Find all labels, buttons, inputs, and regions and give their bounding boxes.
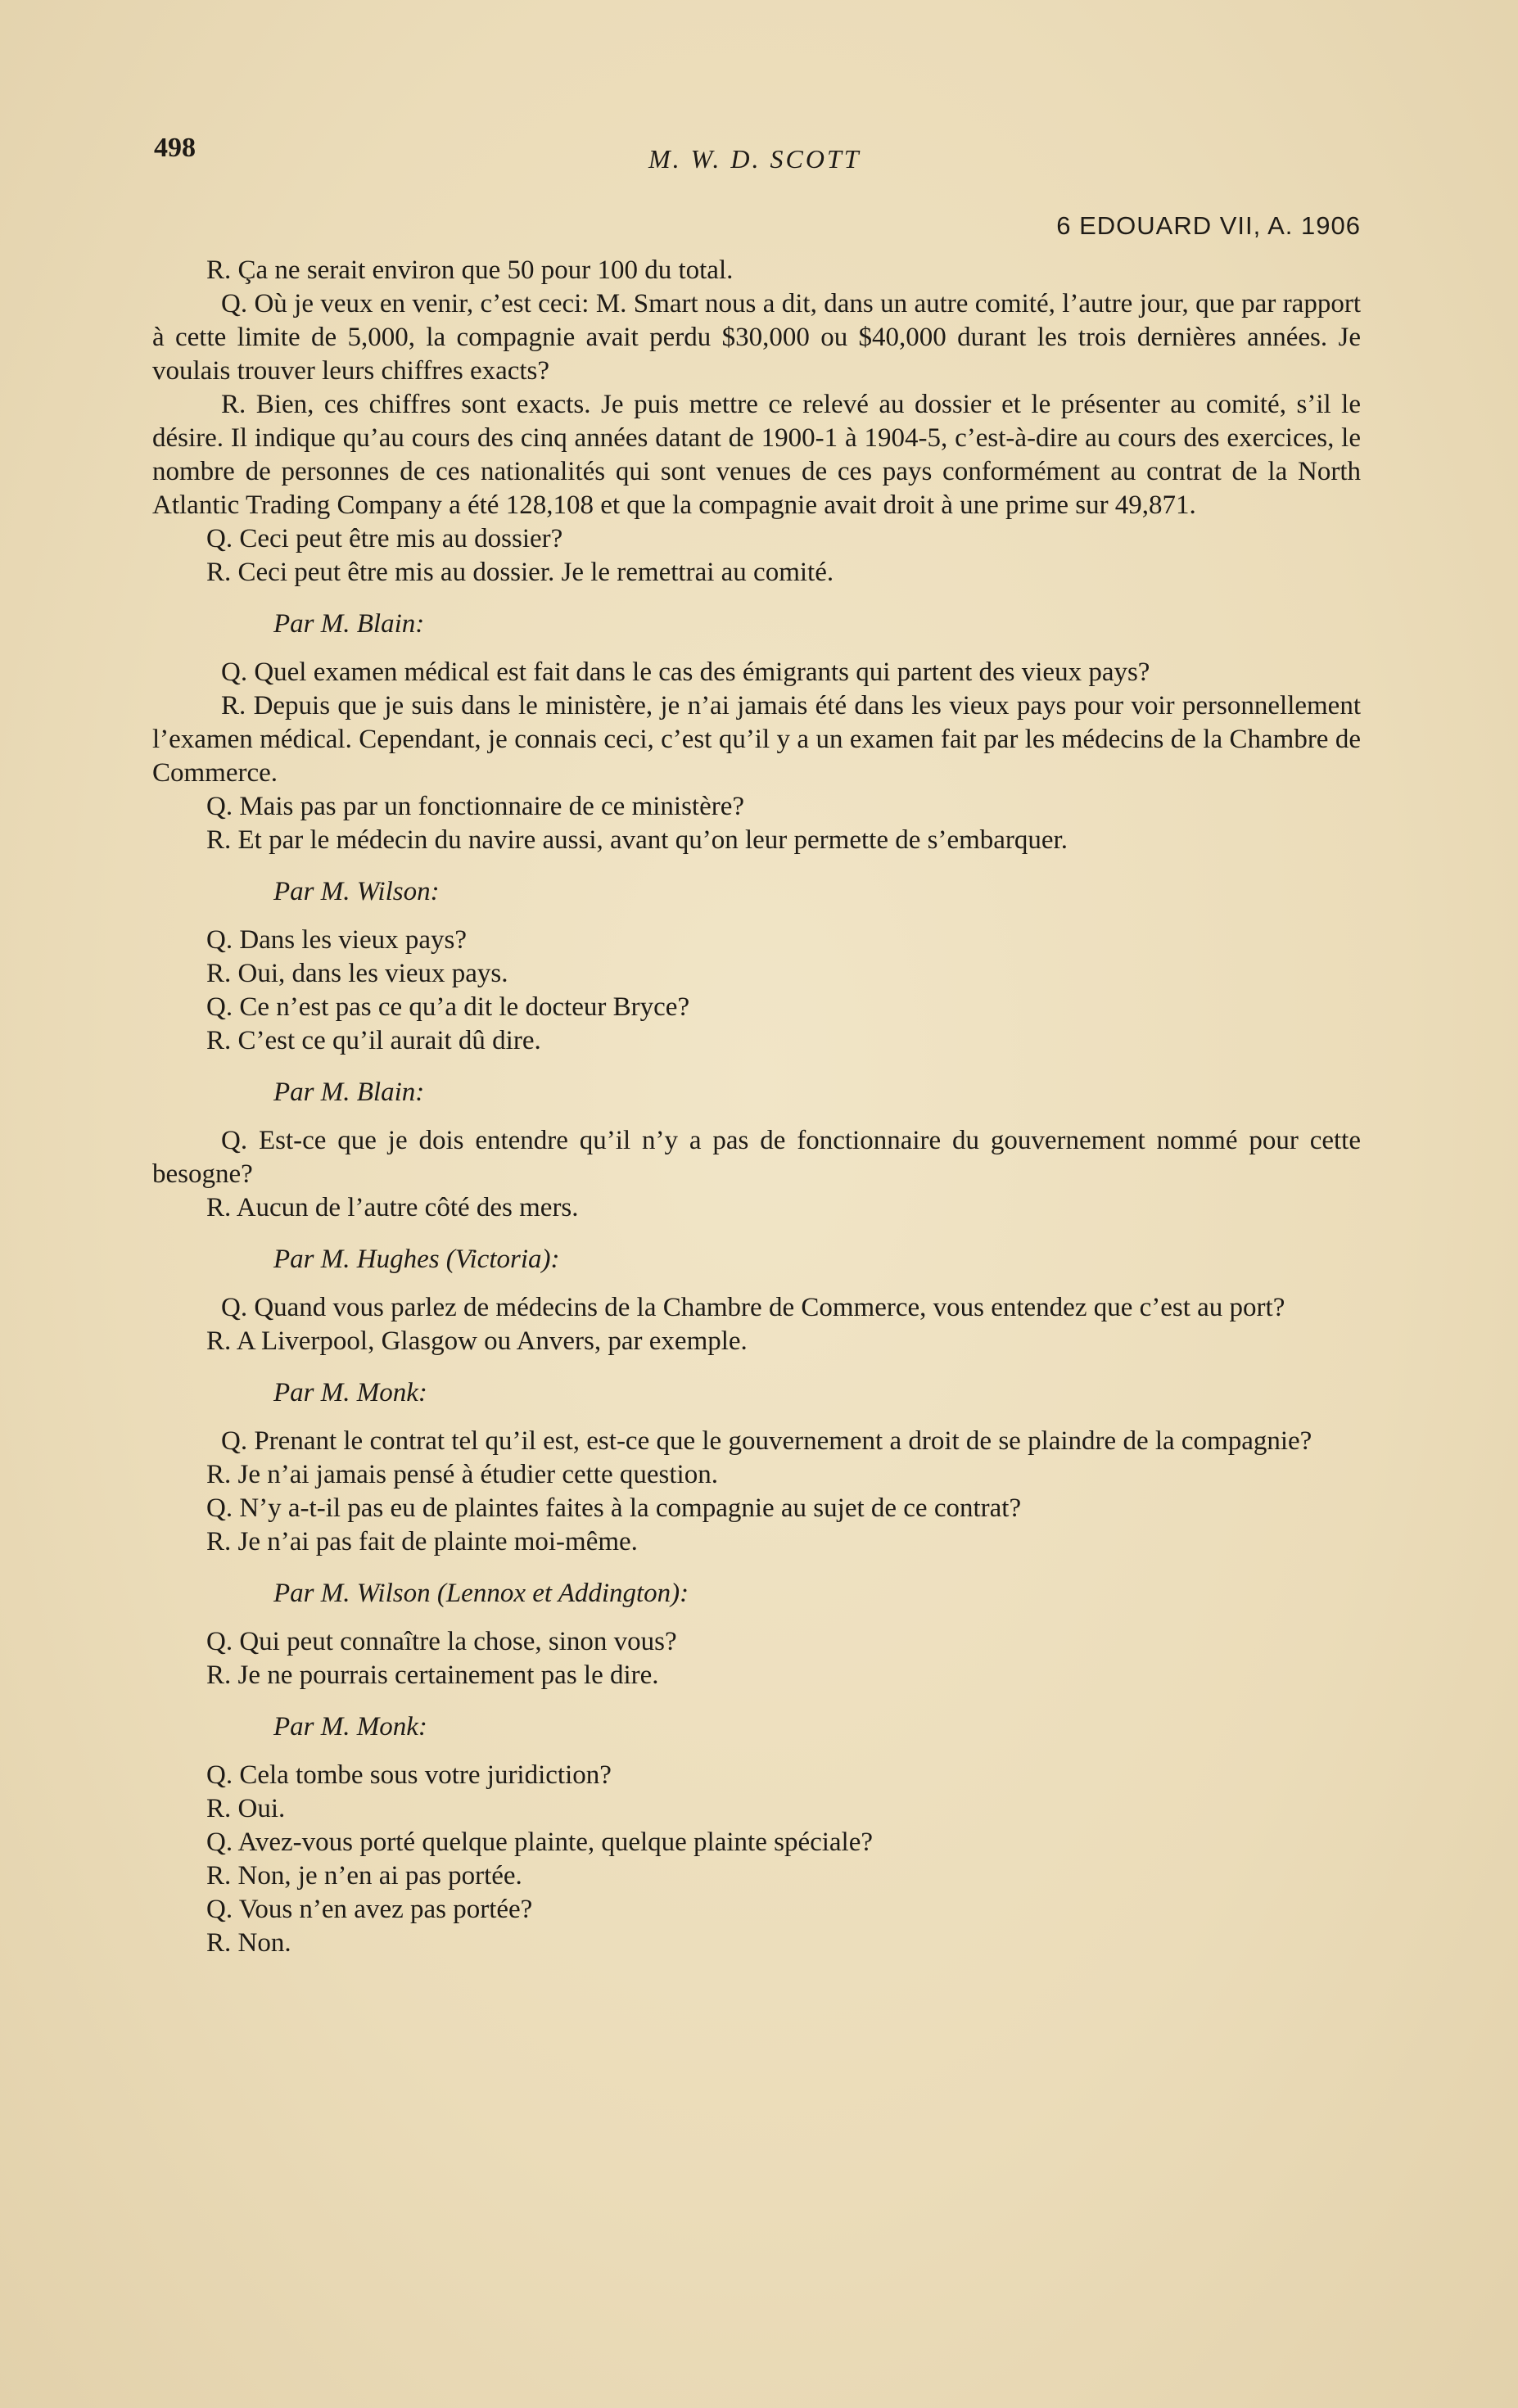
answer-line: R. Oui. [206,1794,286,1823]
running-title: M. W. D. SCOTT [648,144,861,174]
question-paragraph: Q. Quel examen médical est fait dans le cas des émigrants qui partent des vieux pays? [221,657,1150,687]
document-body [152,254,1361,1960]
question-line: Q. Ceci peut être mis au dossier? [206,524,563,553]
answer-line: R. Non, je n’en ai pas portée. [206,1861,522,1891]
question-line: Q. Vous n’en avez pas portée? [206,1895,533,1924]
question-line: Q. Avez-vous porté quelque plainte, quelque plainte spéciale? [206,1827,874,1857]
question-paragraph: Q. Où je veux en venir, c’est ceci: M. Smart nous a dit, dans un autre comité, l’autre jour, que par rapport à cette limite de 5,000, la compagnie avait perdu $30,000 ou $40,000 durant les trois dernières années. Je voulais trouver leurs chiffres exacts? [152,289,1361,386]
answer-line: R. Oui, dans les vieux pays. [206,959,508,988]
question-line: Q. Dans les vieux pays? [206,925,468,955]
answer-line: R. C’est ce qu’il aurait dû dire. [206,1026,541,1055]
question-line: Q. Cela tombe sous votre juridiction? [206,1760,612,1790]
answer-paragraph: R. Depuis que je suis dans le ministère, je n’ai jamais été dans les vieux pays pour voir personnellement l’examen médical. Cependant, je connais ceci, c’est qu’il y a un examen fait par les médecins de la Chambre de Commerce. [152,691,1361,788]
session-label: 6 EDOUARD VII, A. 1906 [1056,211,1361,240]
speaker-heading: Par M. Hughes (Victoria): [273,1245,560,1274]
question-paragraph: Q. Prenant le contrat tel qu’il est, est-ce que le gouvernement a droit de se plaindre de la compagnie? [221,1426,1312,1456]
speaker-heading: Par M. Blain: [273,1078,425,1107]
answer-line: R. Je n’ai jamais pensé à étudier cette question. [206,1460,718,1489]
answer-line: R. Ça ne serait environ que 50 pour 100 du total. [206,255,734,285]
answer-line: R. Je n’ai pas fait de plainte moi-même. [206,1527,638,1556]
answer-line: R. Je ne pourrais certainement pas le dire. [206,1660,659,1690]
speaker-heading: Par M. Monk: [273,1712,427,1742]
speaker-heading: Par M. Wilson (Lennox et Addington): [273,1579,689,1608]
answer-line: R. A Liverpool, Glasgow ou Anvers, par exemple. [206,1326,748,1356]
question-paragraph: Q. Est-ce que je dois entendre qu’il n’y a pas de fonctionnaire du gouvernement nommé pour cette besogne? [152,1126,1361,1189]
answer-line: R. Ceci peut être mis au dossier. Je le remettrai au comité. [206,558,834,587]
page-number: 498 [154,133,196,163]
question-line: Q. Ce n’est pas ce qu’a dit le docteur Bryce? [206,992,690,1022]
speaker-heading: Par M. Monk: [273,1378,427,1407]
speaker-heading: Par M. Blain: [273,609,425,639]
answer-line: R. Et par le médecin du navire aussi, avant qu’on leur permette de s’embarquer. [206,825,1068,855]
answer-line: R. Non. [206,1928,291,1958]
question-line: Q. Qui peut connaître la chose, sinon vous? [206,1627,677,1656]
answer-line: R. Aucun de l’autre côté des mers. [206,1193,579,1222]
question-paragraph: Q. Quand vous parlez de médecins de la Chambre de Commerce, vous entendez que c’est au port? [221,1293,1285,1322]
speaker-heading: Par M. Wilson: [273,877,440,906]
question-line: Q. Mais pas par un fonctionnaire de ce ministère? [206,792,745,821]
answer-paragraph: R. Bien, ces chiffres sont exacts. Je puis mettre ce relevé au dossier et le présenter au comité, s’il le désire. Il indique qu’au cours des cinq années datant de 1900-1 à 1904-5, c’est-à-dire au cours des exercices, le nombre de personnes de ces nationalités qui sont venues de ces pays conformément au contrat de la North Atlantic Trading Company a été 128,108 et que la compagnie avait droit à une prime sur 49,871. [152,390,1361,520]
question-line: Q. N’y a-t-il pas eu de plaintes faites à la compagnie au sujet de ce contrat? [206,1493,1022,1523]
